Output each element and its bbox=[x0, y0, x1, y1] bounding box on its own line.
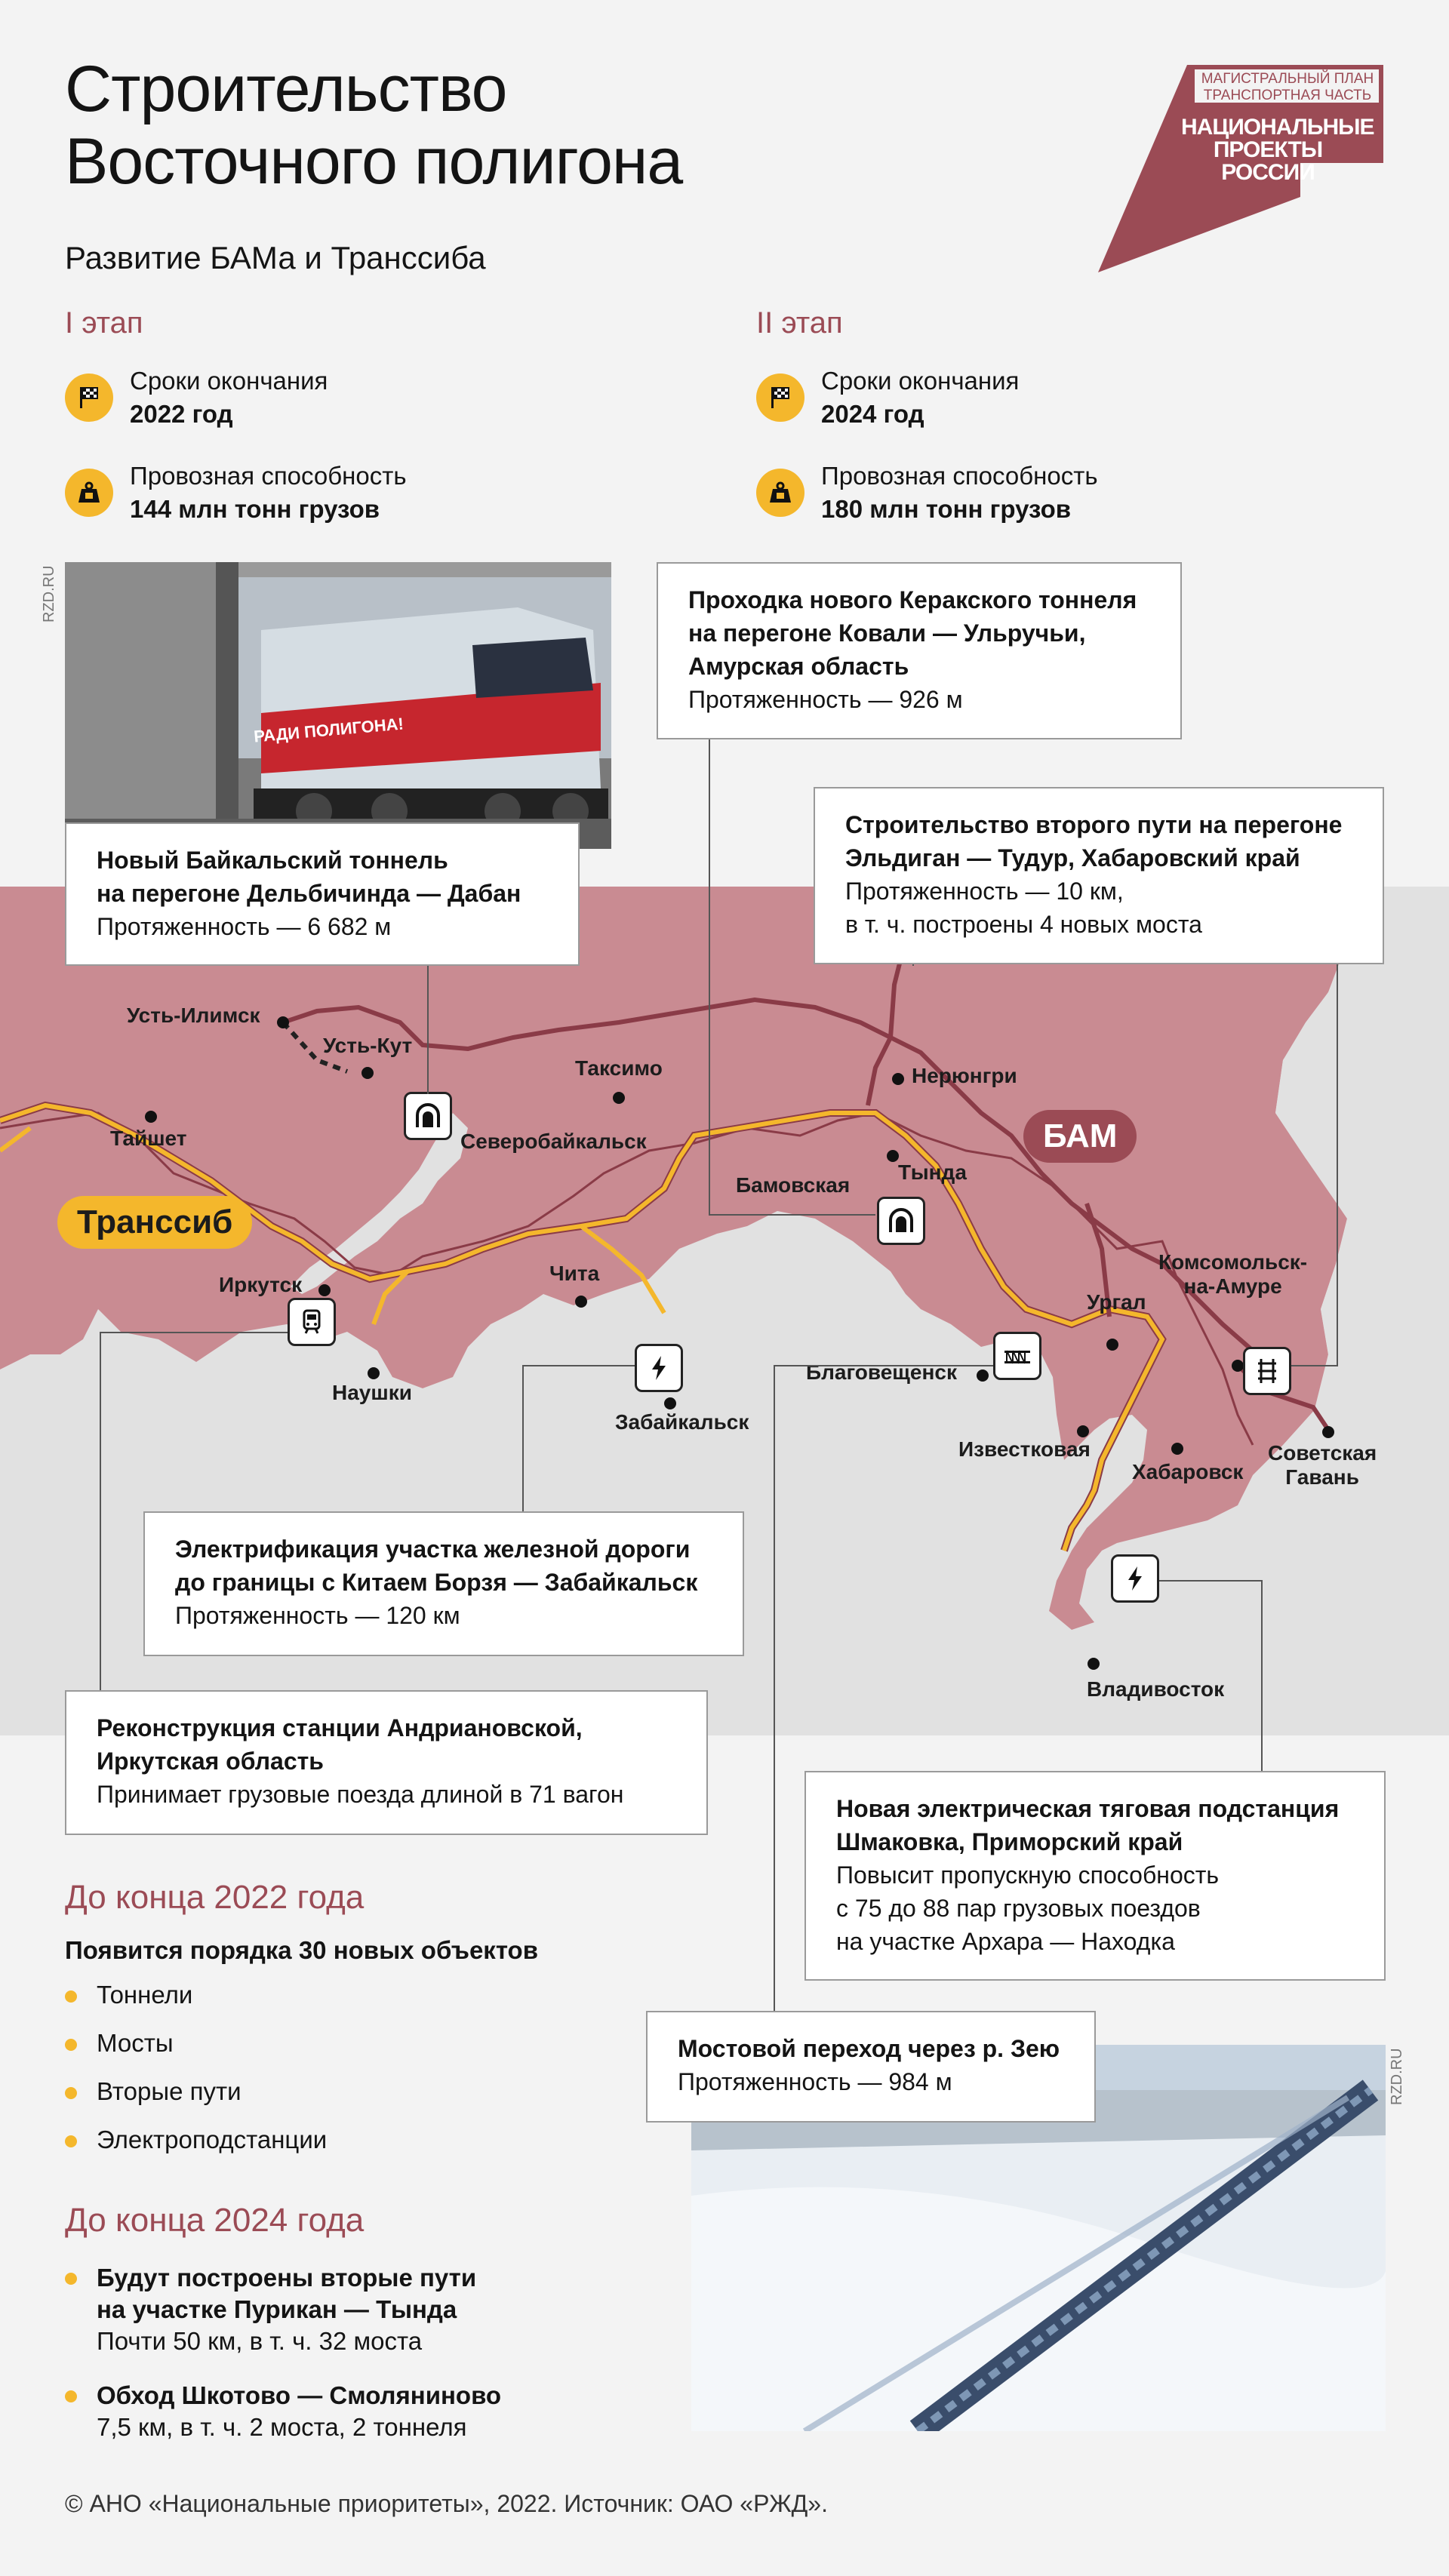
callout-andrianovskaya-title-1: Реконструкция станции Андриановской, bbox=[97, 1714, 583, 1741]
callout-zeya-title: Мостовой переход через р. Зею bbox=[678, 2035, 1060, 2062]
logo-line-2: ТРАНСПОРТНАЯ ЧАСТЬ bbox=[1203, 88, 1372, 103]
city-zabaikalsk: Забайкальск bbox=[615, 1410, 749, 1434]
plans-2024-item-2-detail: 7,5 км, в т. ч. 2 моста, 2 тоннеля bbox=[97, 2413, 467, 2441]
list-item: Тоннели bbox=[65, 1971, 623, 2019]
city-taksimo: Таксимо bbox=[575, 1056, 663, 1080]
city-chita: Чита bbox=[549, 1262, 600, 1285]
list-item: Вторые пути bbox=[65, 2067, 623, 2116]
tunnel-icon-kerak bbox=[877, 1197, 925, 1245]
photo-credit-1: RZD.RU bbox=[41, 565, 57, 622]
callout-baikal-tunnel bbox=[65, 822, 580, 966]
electric-icon-shmakovka bbox=[1111, 1554, 1159, 1603]
callout-eldigan-title-1: Строительство второго пути на перегоне bbox=[845, 811, 1343, 838]
stage-1-capacity bbox=[65, 460, 407, 526]
callout-baikal-title-2: на перегоне Дельбичинда — Дабан bbox=[97, 880, 521, 907]
list-item: Электроподстанции bbox=[65, 2116, 623, 2164]
city-blagoveshchensk: Благовещенск bbox=[806, 1360, 957, 1384]
national-projects-logo bbox=[1098, 65, 1385, 276]
stage-1-deadline-label: Сроки окончания bbox=[130, 367, 328, 395]
checkered-flag-icon bbox=[65, 373, 113, 422]
callout-andrianovskaya-title-2: Иркутская область bbox=[97, 1748, 324, 1775]
callout-eldigan-second-track bbox=[814, 787, 1384, 964]
callout-andrianovskaya-detail: Принимает грузовые поезда длиной в 71 вагон bbox=[97, 1781, 624, 1808]
city-tayshet: Тайшет bbox=[110, 1127, 187, 1150]
page-title bbox=[65, 53, 682, 198]
callout-eldigan-detail-1: Протяженность — 10 км, bbox=[845, 878, 1124, 905]
callout-borzya-electrification bbox=[143, 1511, 744, 1656]
stage-1-capacity-label: Провозная способность bbox=[130, 462, 407, 490]
plans-2024-item-2-title: Обход Шкотово — Смоляниново bbox=[97, 2381, 502, 2409]
stage-2-deadline bbox=[756, 364, 1098, 431]
callout-shmakovka-detail-1: Повысит пропускную способность bbox=[836, 1861, 1220, 1889]
callout-eldigan-detail-2: в т. ч. построены 4 новых моста bbox=[845, 911, 1202, 938]
callout-andrianovskaya bbox=[65, 1690, 708, 1835]
city-irkutsk: Иркутск bbox=[219, 1273, 303, 1296]
plans-2024-item-1-title-2: на участке Пурикан — Тында bbox=[97, 2295, 457, 2323]
stage-2-capacity bbox=[756, 460, 1098, 526]
stage-2-deadline-label: Сроки окончания bbox=[821, 367, 1020, 395]
callout-kerak-detail: Протяженность — 926 м bbox=[688, 686, 963, 713]
logo-line-1: МАГИСТРАЛЬНЫЙ ПЛАН bbox=[1201, 71, 1374, 87]
stage-2-capacity-label: Провозная способность bbox=[821, 462, 1098, 490]
callout-zeya-detail: Протяженность — 984 м bbox=[678, 2068, 952, 2095]
plans-2024-item-1-detail: Почти 50 км, в т. ч. 32 моста bbox=[97, 2327, 423, 2355]
city-khabarovsk: Хабаровск bbox=[1132, 1460, 1244, 1483]
city-sovetskaya-gavan: Советская Гавань bbox=[1268, 1441, 1377, 1489]
city-ust-ilimsk: Усть-Илимск bbox=[127, 1004, 260, 1027]
logo-line-3: НАЦИОНАЛЬНЫЕ bbox=[1181, 115, 1374, 140]
callout-zeya-bridge bbox=[646, 2011, 1096, 2123]
city-severobaikalsk: Северобайкальск bbox=[460, 1130, 647, 1153]
callout-borzya-title-2: до границы с Китаем Борзя — Забайкальск bbox=[175, 1569, 698, 1596]
city-naushki: Наушки bbox=[332, 1381, 412, 1404]
tunnel-icon-baikal bbox=[404, 1092, 452, 1140]
callout-kerak-title-3: Амурская область bbox=[688, 653, 909, 680]
stage-2-deadline-value: 2024 год bbox=[821, 400, 924, 428]
title-line-1: Строительство bbox=[65, 53, 507, 125]
city-neryungri: Нерюнгри bbox=[912, 1064, 1017, 1087]
city-vladivostok: Владивосток bbox=[1087, 1677, 1225, 1701]
logo-line-5: РОССИИ bbox=[1221, 160, 1315, 185]
photo-locomotive bbox=[65, 562, 611, 849]
callout-shmakovka-detail-2: с 75 до 88 пар грузовых поездов bbox=[836, 1895, 1201, 1922]
page-subtitle: Развитие БАМа и Транссиба bbox=[65, 240, 486, 275]
callout-borzya-title-1: Электрификация участка железной дороги bbox=[175, 1535, 691, 1563]
bam-label: БАМ bbox=[1023, 1110, 1137, 1163]
callout-shmakovka-title-2: Шмаковка, Приморский край bbox=[836, 1828, 1183, 1855]
railway-icon-eldigan bbox=[1243, 1347, 1291, 1395]
stage-1-capacity-value: 144 млн тонн грузов bbox=[130, 495, 380, 523]
city-izvestkovaya: Известковая bbox=[958, 1437, 1091, 1461]
weight-icon bbox=[65, 469, 113, 517]
callout-shmakovka-substation bbox=[804, 1771, 1386, 1981]
city-urgal: Ургал bbox=[1087, 1290, 1146, 1314]
plans-2024-item-1-title-1: Будут построены вторые пути bbox=[97, 2264, 477, 2292]
callout-shmakovka-detail-3: на участке Архара — Находка bbox=[836, 1928, 1175, 1955]
stage-1 bbox=[65, 306, 407, 526]
plans-2022 bbox=[65, 1879, 623, 2164]
title-line-2: Восточного полигона bbox=[65, 125, 683, 198]
stage-2 bbox=[756, 306, 1098, 526]
stage-2-title: II этап bbox=[756, 306, 843, 340]
plans-2022-list bbox=[65, 1971, 623, 2164]
callout-baikal-detail: Протяженность — 6 682 м bbox=[97, 913, 392, 940]
logo-line-4: ПРОЕКТЫ bbox=[1213, 137, 1323, 162]
stage-1-title: I этап bbox=[65, 306, 143, 340]
electric-icon-borzya bbox=[635, 1344, 683, 1392]
callout-borzya-detail: Протяженность — 120 км bbox=[175, 1602, 460, 1629]
plans-2024-list bbox=[65, 2262, 654, 2443]
stage-1-deadline bbox=[65, 364, 407, 431]
city-komsomolsk: Комсомольск- на-Амуре bbox=[1158, 1250, 1308, 1298]
callout-eldigan-title-2: Эльдиган — Тудур, Хабаровский край bbox=[845, 844, 1300, 871]
locomotive-slogan: РАДИ ПОЛИГОНА! bbox=[253, 714, 405, 746]
plans-2022-intro: Появится порядка 30 новых объектов bbox=[65, 1936, 538, 1964]
list-item bbox=[65, 2262, 654, 2357]
city-bamovskaya: Бамовская bbox=[736, 1173, 851, 1197]
callout-shmakovka-title-1: Новая электрическая тяговая подстанция bbox=[836, 1795, 1340, 1822]
list-item bbox=[65, 2380, 654, 2443]
plans-2022-heading: До конца 2022 года bbox=[65, 1879, 365, 1916]
callout-kerak-title-2: на перегоне Ковали — Ульручьи, bbox=[688, 619, 1086, 647]
stage-2-capacity-value: 180 млн тонн грузов bbox=[821, 495, 1072, 523]
bridge-icon-zeya bbox=[993, 1332, 1041, 1380]
city-tynda: Тында bbox=[898, 1160, 967, 1184]
city-ust-kut: Усть-Кут bbox=[323, 1034, 413, 1057]
station-icon-andrianovskaya bbox=[288, 1298, 336, 1346]
plans-2024 bbox=[65, 2202, 654, 2466]
list-item: Мосты bbox=[65, 2019, 623, 2067]
callout-baikal-title-1: Новый Байкальский тоннель bbox=[97, 847, 448, 874]
checkered-flag-icon bbox=[756, 373, 804, 422]
transsib-label: Транссиб bbox=[57, 1196, 252, 1249]
weight-icon bbox=[756, 469, 804, 517]
footer-source: © АНО «Национальные приоритеты», 2022. Источник: ОАО «РЖД». bbox=[65, 2490, 828, 2517]
stage-1-deadline-value: 2022 год bbox=[130, 400, 233, 428]
photo-credit-2: RZD.RU bbox=[1389, 2048, 1405, 2105]
callout-kerak-title-1: Проходка нового Керакского тоннеля bbox=[688, 586, 1137, 613]
plans-2024-heading: До конца 2024 года bbox=[65, 2202, 365, 2239]
callout-kerak-tunnel bbox=[657, 562, 1182, 739]
